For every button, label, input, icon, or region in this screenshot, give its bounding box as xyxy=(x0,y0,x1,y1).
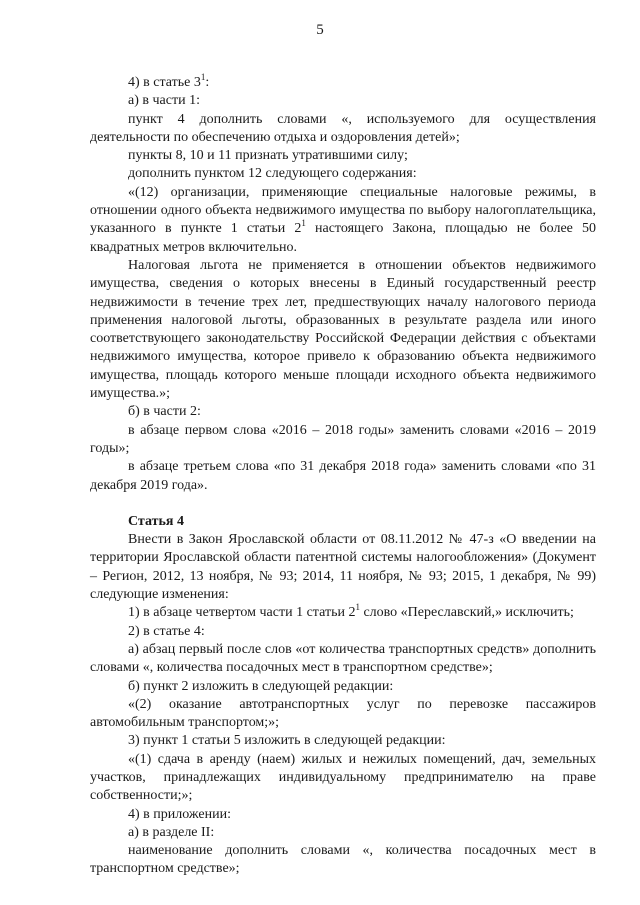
paragraph-a4-item4-a: а) в разделе II: xyxy=(128,824,215,840)
paragraph-a4-item3: 3) пункт 1 статьи 5 изложить в следующей редакции: xyxy=(128,733,446,749)
paragraph-item4-article3: 4) в статье $3^1$: xyxy=(128,72,210,90)
article4-heading: Статья 4 xyxy=(128,513,184,529)
paragraph-a4-item2: 2) в статье 4: xyxy=(128,623,205,639)
paragraph-point12-text: «(12) организации, применяющие специальные налоговые режимы, в отношении одного объекта недвижимого имущества по выбору налогоплательщика, указанного в пункте 1 статьи $2^1$ настоящего Закона, площадью не более 50 квадратных метров включительно. xyxy=(90,184,597,255)
document-body xyxy=(90,74,596,879)
paragraph-a4-item2-b: б) пункт 2 изложить в следующей редакции: xyxy=(128,678,394,694)
paragraph-add-point12: дополнить пунктом 12 следующего содержания: xyxy=(128,166,417,182)
paragraph-a4-item1: 1) в абзаце четвертом части 1 статьи $2^1$ слово «Переславский,» исключить; xyxy=(128,602,574,621)
superscript: 1 xyxy=(200,72,206,82)
page-number: 5 xyxy=(316,22,324,38)
paragraph-a4-item4: 4) в приложении: xyxy=(128,806,231,822)
paragraph-points-8-10-11: пункты 8, 10 и 11 признать утратившими силу; xyxy=(128,148,408,164)
paragraph-point4: пункт 4 дополнить словами «, используемого для осуществления деятельности по обеспечению отдыха и оздоровления детей»; xyxy=(90,111,596,145)
paragraph-a4-item3-text: «(1) сдача в аренду (наем) жилых и нежилых помещений, дач, земельных участков, принадлежащих индивидуальному предпринимателю на праве собственности;»; xyxy=(90,751,596,804)
superscript: 1 xyxy=(355,602,360,613)
paragraph-a4-item2-a: а) абзац первый после слов «от количества транспортных средств» дополнить словами «, количества посадочных мест в транспортном средстве»; xyxy=(90,641,596,676)
paragraph-tax-relief: Налоговая льгота не применяется в отношении объектов недвижимого имущества, сведения о которых внесены в Единый государственный реестр недвижимости в течение трех лет, предшествующих началу налогового периода применения налоговой льготы, образованных в результате раздела или иного соответствующего законодательству Российской Федерации действия с объектами недвижимого имущества, которое привело к образованию объекта недвижимого имущества, площадь которого меньше площади исходного объекта недвижимого имущества.»; xyxy=(90,257,596,402)
paragraph-a4-item4-name: наименование дополнить словами «, количества посадочных мест в транспортном средстве»; xyxy=(90,843,596,877)
paragraph-third-para: в абзаце третьем слова «по 31 декабря 2018 года» заменить словами «по 31 декабря 2019 года». xyxy=(90,459,596,493)
paragraph-a4-item2-b-text: «(2) оказание автотранспортных услуг по перевозке пассажиров автомобильным транспортом;»; xyxy=(90,696,596,731)
paragraph-article4-intro: Внести в Закон Ярославской области от 08.11.2012 № 47-з «О введении на территории Ярославской области патентной системы налогообложения» (Документ – Регион, 2012, 13 ноября, № 93; 2014, 11 ноября, № 93; 2015, 1 декабря, № 99) следующие изменения: xyxy=(90,532,596,603)
paragraph-part1: а) в части 1: xyxy=(128,93,200,109)
superscript: 1 xyxy=(301,218,306,229)
paragraph-part2: б) в части 2: xyxy=(128,404,201,420)
paragraph-first-para: в абзаце первом слова «2016 – 2018 годы» заменить словами «2016 – 2019 годы»; xyxy=(90,422,596,456)
